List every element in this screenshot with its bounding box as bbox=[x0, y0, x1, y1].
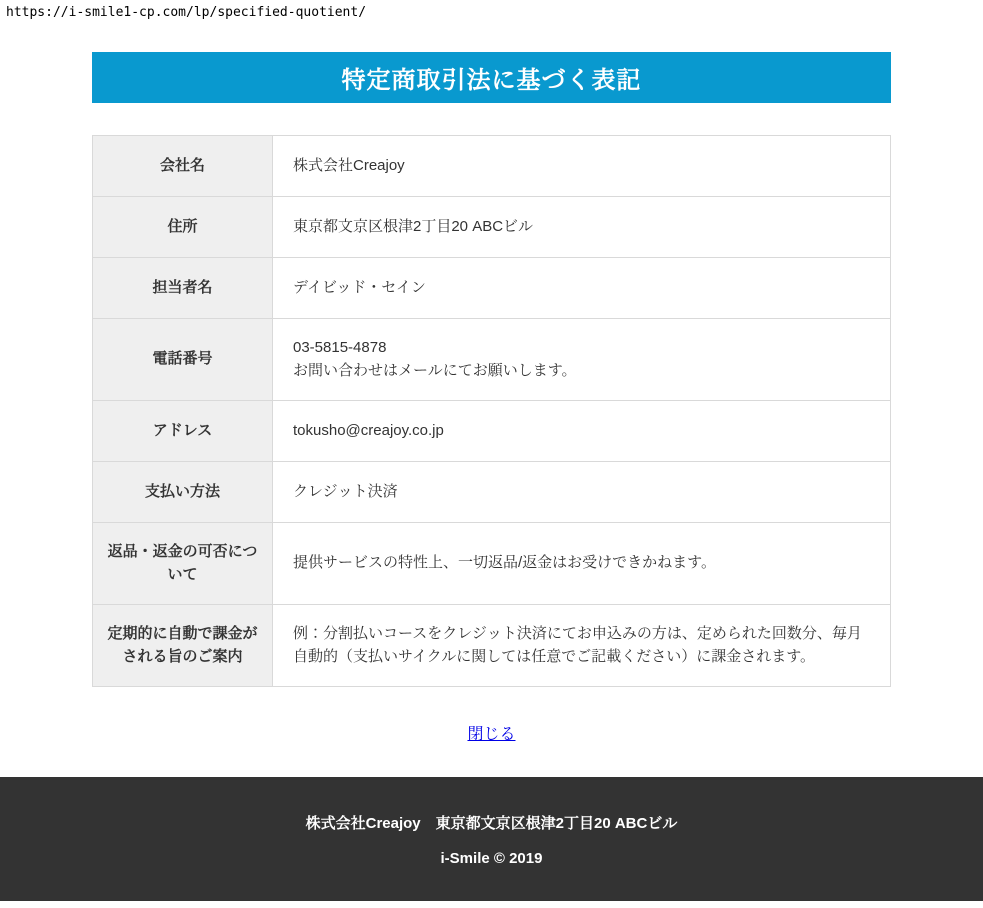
row-value bbox=[273, 401, 890, 461]
table-row-email bbox=[93, 401, 890, 462]
footer-copyright: i-Smile © 2019 bbox=[440, 850, 543, 867]
row-value-text-2: お問い合わせはメールにてお願いします。 bbox=[293, 361, 577, 379]
close-link-container bbox=[92, 721, 891, 743]
page-title-banner bbox=[92, 52, 891, 103]
row-label: 会社名 bbox=[93, 136, 273, 196]
row-label: 住所 bbox=[93, 197, 273, 257]
tokusho-info-table bbox=[92, 135, 891, 687]
row-value-text: デイビッド・セイン bbox=[293, 278, 426, 296]
row-value-text: 東京都文京区根津2丁目20 ABCビル bbox=[293, 217, 534, 235]
table-row-recurring-billing bbox=[93, 605, 890, 687]
row-value-text: 株式会社Creajoy bbox=[293, 156, 405, 174]
table-row-refund-policy bbox=[93, 523, 890, 605]
row-label: 電話番号 bbox=[93, 319, 273, 400]
page-title: 特定商取引法に基づく表記 bbox=[341, 67, 642, 94]
row-label: 返品・返金の可否について bbox=[93, 523, 273, 604]
row-value bbox=[273, 197, 890, 257]
row-value bbox=[273, 605, 890, 686]
row-value-text: 例：分割払いコースをクレジット決済にてお申込みの方は、定められた回数分、毎月自動的（支払いサイクルに関しては任意でご記載ください）に課金されます。 bbox=[293, 625, 862, 665]
row-value bbox=[273, 136, 890, 196]
row-value bbox=[273, 462, 890, 522]
row-value bbox=[273, 523, 890, 604]
table-row-contact-person bbox=[93, 258, 890, 319]
table-row-address bbox=[93, 197, 890, 258]
table-row-phone bbox=[93, 319, 890, 401]
row-label: 担当者名 bbox=[93, 258, 273, 318]
row-value-text: クレジット決済 bbox=[293, 482, 398, 500]
row-value-text: 03-5815-4878 bbox=[293, 339, 387, 356]
table-row-company-name bbox=[93, 136, 890, 197]
footer bbox=[0, 777, 983, 901]
close-link[interactable]: 閉じる bbox=[467, 726, 516, 743]
footer-company-address: 株式会社Creajoy 東京都文京区根津2丁目20 ABCビル bbox=[305, 815, 678, 832]
row-label: 支払い方法 bbox=[93, 462, 273, 522]
row-value bbox=[273, 319, 890, 400]
page-url: https://i-smile1-cp.com/lp/specified-quotient/ bbox=[6, 5, 367, 20]
row-label: 定期的に自動で課金がされる旨のご案内 bbox=[93, 605, 273, 686]
row-value-text: 提供サービスの特性上、一切返品/返金はお受けできかねます。 bbox=[293, 554, 716, 572]
row-value bbox=[273, 258, 890, 318]
main-content bbox=[92, 52, 891, 743]
row-label: アドレス bbox=[93, 401, 273, 461]
table-row-payment-method bbox=[93, 462, 890, 523]
row-value-text: tokusho@creajoy.co.jp bbox=[293, 421, 444, 439]
